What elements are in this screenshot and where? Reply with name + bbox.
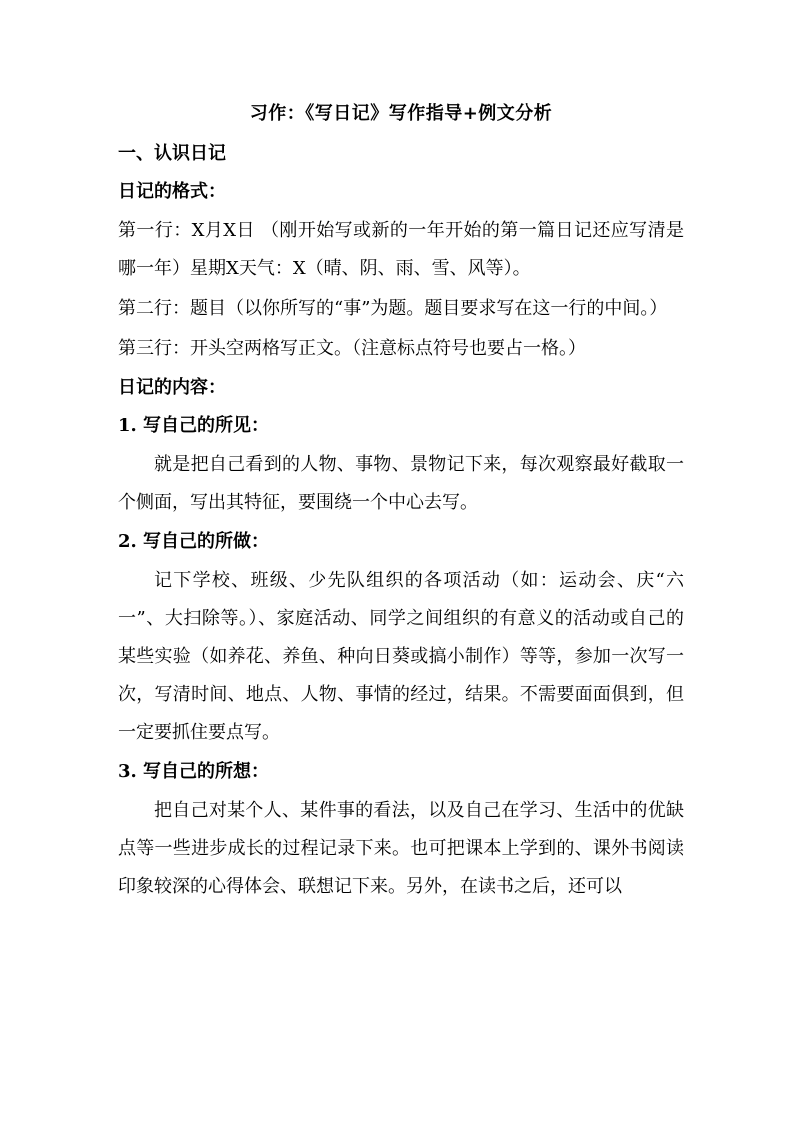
item-text-done: 记下学校、班级、少先队组织的各项活动（如：运动会、庆“六一”、大扫除等。）、家庭活动、同学之间组织的有意义的活动或自己的某些实验（如养花、养鱼、种向日葵或搞小制作）等等，参加一次写一次，写清时间、地点、人物、事情的经过，结果。不需要面面俱到，但一定要抓住要点写。 [118,570,684,743]
format-line-3: 第三行：开头空两格写正文。（注意标点符号也要占一格。） [118,338,586,359]
content-item-thought [118,754,684,906]
item-heading-thought: 3. 写自己的所想： [118,761,270,782]
content-heading: 日记的内容： [118,377,226,398]
item-heading-done: 2. 写自己的所做： [118,531,270,552]
document-page [118,96,684,908]
format-line-1: 第一行：X月X日 （刚开始写或新的一年开始的第一篇日记还应写清是哪一年）星期X天气：X（晴、阴、雨、雪、风等）。 [118,220,684,279]
item-heading-seen: 1. 写自己的所见： [118,415,270,436]
format-heading: 日记的格式： [118,181,226,202]
item-text-thought: 把自己对某个人、某件事的看法，以及自己在学习、生活中的优缺点等一些进步成长的过程记录下来。也可把课本上学到的、课外书阅读印象较深的心得体会、联想记下来。另外，在读书之后，还可以 [118,800,684,897]
item-text-seen: 就是把自己看到的人物、事物、景物记下来，每次观察最好截取一个侧面，写出其特征，要围绕一个中心去写。 [118,454,684,513]
content-item-seen [118,408,684,522]
format-line-2: 第二行：题目（以你所写的“事”为题。题目要求写在这一行的中间。） [118,298,668,319]
document-title: 习作：《写日记》写作指导+例文分析 [249,103,553,124]
section-heading-recognize-diary: 一、认识日记 [118,143,226,164]
content-item-done [118,524,684,752]
